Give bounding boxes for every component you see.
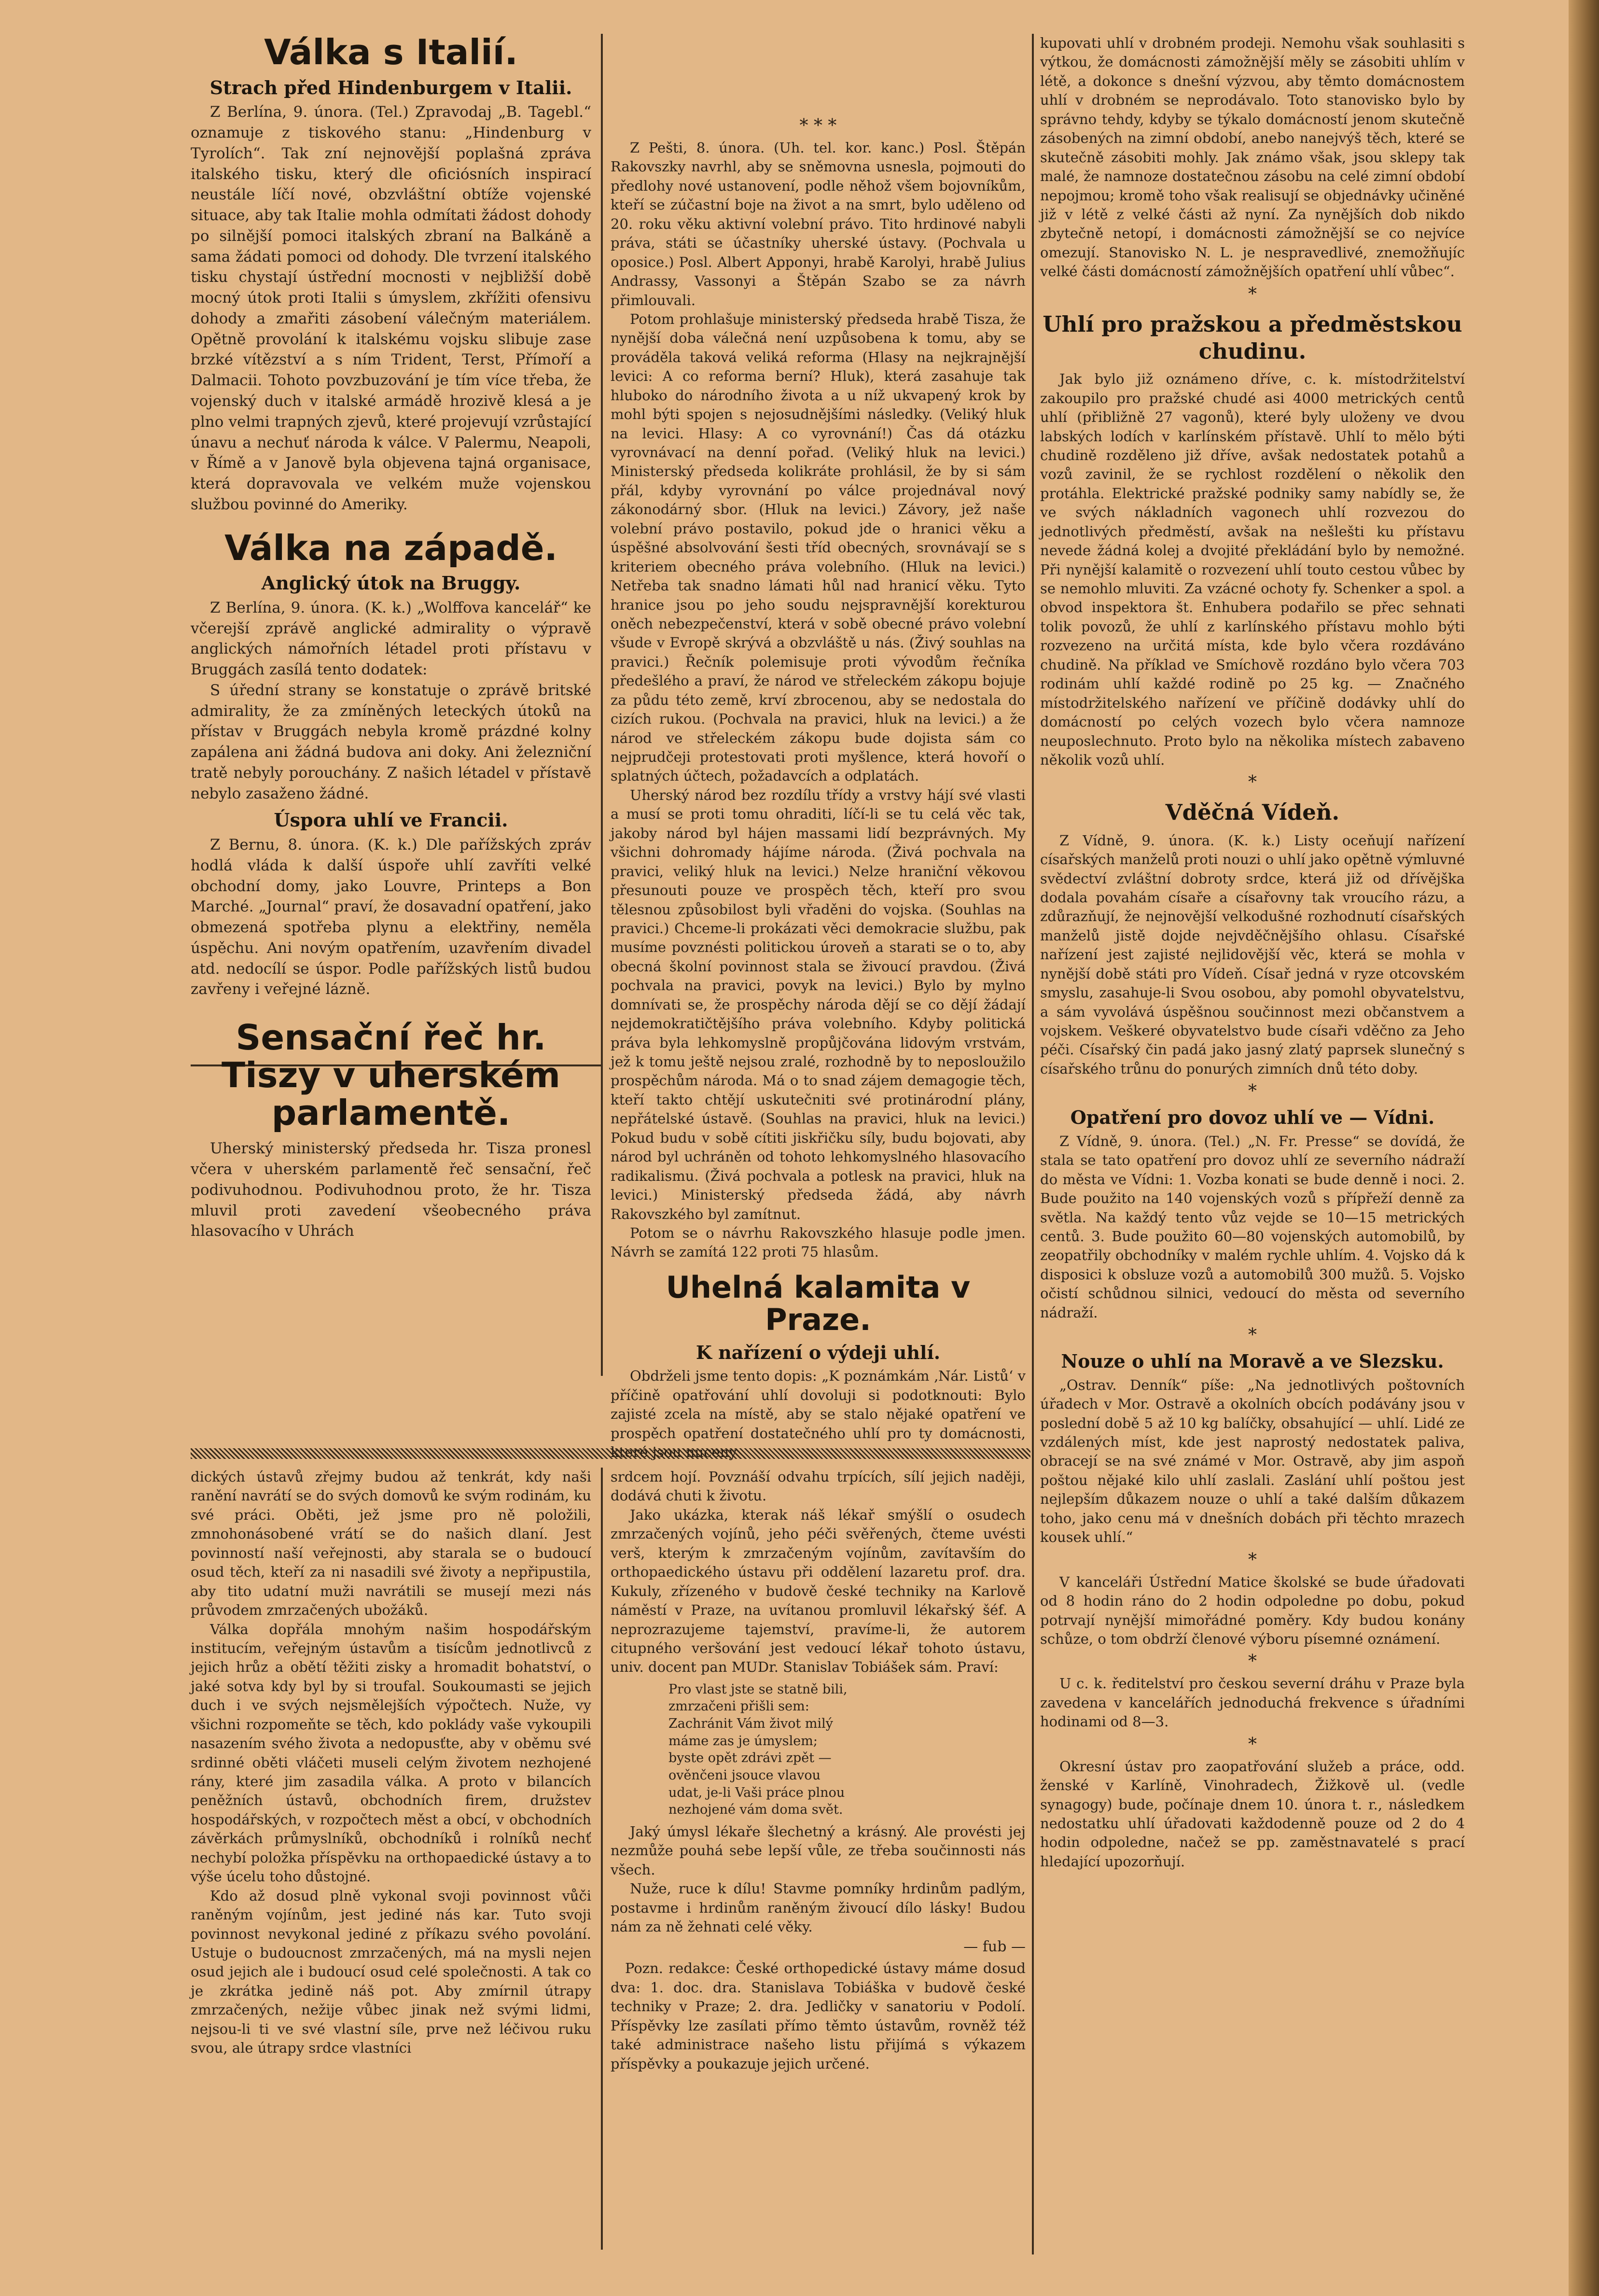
subhead-bruggy: Anglický útok na Bruggy.	[261, 572, 521, 594]
page-edge	[1569, 0, 1599, 2296]
subhead-coal-decree: K nařízení o výdeji uhlí.	[695, 1341, 941, 1363]
separator-star: *	[1248, 1734, 1257, 1754]
article-pest-4: Potom se o návrhu Rakovszkého hlasuje podle jmen. Návrh se zamítá 122 proti 75 hlasům.	[611, 1224, 1026, 1260]
article-coal-france: Z Bernu, 8. února. (K. k.) Dle pařížských zpráv hodlá vláda k další úspoře uhlí zavříti velké obchodní domy, jako Louvre, Printeps a Bon Marché. „Journal“ praví, že dosavadní opatření, jako obmezená spotřeba plynu a elektřiny, neměla úspěchu. Ani novým opatřením, uzavřením divadel atd. nedocílí se úspor. Podle pařížských listů budou zavřeny i veřejné lázně.	[191, 836, 591, 998]
feuilleton-part-1: dických ústavů zřejmy budou až tenkrát, kdy naši ranění navrátí se do svých domovů ke svým rodinám, ku své práci. Oběti, jež jsme pro ně položili, zmnohonásobené vrátí se do našich dlaní. Jest povinností naší veřejnosti, aby starala se o budoucí osud těch, kteří za ni nasadili své životy a nepřipustila, aby tito udatní muži navrátili se musejí mezi nás průvodem zmrzačených ubožáků.	[191, 1469, 591, 1619]
column-2	[611, 34, 1026, 1460]
article-pest-1: Z Pešti, 8. února. (Uh. tel. kor. kanc.) Posl. Štěpán Rakovszky navrhl, aby se sněmovna usnesla, pojmouti do předlohy nové ustanovení, podle něhož všem bojovníkům, kteří se zúčastní boje na život a na smrt, bylo uděleno od 20. roku věku aktivní volební právo. Tito hrdinové nabyli práva, státi se účastníky uherské ústavy. (Pochvala u oposice.) Posl. Albert Apponyi, hrabě Karolyi, hrabě Julius Andrassy, Vassonyi a Štěpán Szabo se za návrh přimlouvali.	[611, 140, 1026, 308]
feuilleton-part-4: srdcem hojí. Povznáší odvahu trpících, sílí jejich naději, dodává chuti k životu.	[611, 1469, 1026, 1504]
notice-matice: V kanceláři Ústřední Matice školské se bude úřadovati od 8 hodin ráno do 2 hodin odpoledne po dobu, pokud potrvají nynější mimořádné poměry. Kdy budou konány schůze, o tom obdrží členové výboru písemné oznámení.	[1040, 1573, 1465, 1647]
column-rule-3	[601, 1468, 603, 2250]
section-stars: * * *	[799, 116, 837, 136]
separator-star: *	[1248, 1081, 1257, 1102]
article-war-italy: Z Berlína, 9. února. (Tel.) Zpravodaj „B. Tagebl.“ oznamuje z tiskového stanu: „Hindenburg v Tyrolích“. Tak zní nejnovější poplašná zpráva italského tisku, který dle oficiósních inspirací neustále líčí nové, obzvláštní obtíže vojenské situace, aby tak Italie mohla odmítati žádost dohody po silnější pomoci italských zbraní na Balkáně a sama žádati pomoci od dohody. Dle tvrzení italského tisku chystají ústřední mocnosti v nejbližší době mocný útok proti Italii s úmyslem, zkřížiti ofensivu dohody a zmařiti zásobení válečným materiálem. Opětně provolání k italskému vojsku slibuje zase brzké vítězství a s ním Trident, Terst, Přímoří a Dalmacii. Tohoto povzbuzování je tím více třeba, že vojenský duch v italské armádě hrozivě klesá a je plno velmi trapných zjevů, které projevují vzrůstající únavu a nechuť národa k válce. V Palermu, Neapoli, v Římě a v Janově byla objevena tajná organisace, která dopravovala ve velkém muže vojenskou službou povinné do Ameriky.	[191, 103, 591, 513]
column-1	[191, 34, 591, 1419]
article-bruggy-2: S úřední strany se konstatuje o zprávě britské admirality, že za zmíněných leteckých útoků na přístav v Bruggách nebyla kromě prázdné kolny zapálena ani žádná budova ani doky. Ani železniční tratě nebyly porouchány. Z našich létadel v přístavě nebylo zasaženo žádné.	[191, 681, 591, 802]
article-pest-2: Potom prohlašuje ministerský předseda hrabě Tisza, že nynější doba válečná není uzpůsobena k tomu, aby se prováděla taková veliká reforma (Hlasy na nejkrajnější levici: A co reforma berní? Hluk), která zasahuje tak hluboko do národního života a u níž ukvapený krok by mohl býti spojen s nejosudnějšími následky. (Veliký hluk na levici. Hlasy: A co vyrovnání!) Čas dá otázku vyrovnávací na denní pořad. (Veliký hluk na levici.) Ministerský předseda kolikráte prohlásil, že by si sám přál, kdyby vyrovnání po válce projednával nový zákonodárný sbor. (Hluk na levici.) Závory, jež naše volební právo postavilo, pokud jde o hranici věku a úspěšné absolvování šesti tříd obecných, srovnávají se s kriteriem obecného práva volebního. (Hluk na levici.) Netřeba tak snadno lámati hůl nad hranicí věku. Tyto hranice jsou po jeho soudu nejspravnější korekturou oněch nebezpečenství, která v sobě obecné právo volební všude v Evropě skrývá a obzvláště u nás. (Živý souhlas na pravici.) Řečník polemisuje proti vývodům řečníka předešlého a praví, že národ ve střeleckém zákopu bojuje za půdu této země, krví zbrocenou, aby se nedostala do cizích rukou. (Pochvala na pravici, hluk na levici.) a že národ ve střeleckém zákopu bude dojista sám co nejprudčeji protestovati proti myšlence, která hovoří o splatných účtech, požadavcích a odplatách.	[611, 310, 1026, 784]
subhead-hindenburg: Strach před Hindenburgem v Italii.	[209, 76, 572, 98]
editor-note: Pozn. redakce: České orthopedické ústavy máme dosud dva: 1. doc. dra. Stanislava Tobiáška v budově české techniky v Praze; 2. dra. Jedličky v sanatoriu v Podolí. Příspěvky lze zasílati přímo těmto ústavům, rovněž též také administrace našeho listu přijímá s výkazem příspěvky a poukazuje jejich určené.	[611, 1960, 1026, 2072]
article-pest-3: Uherský národ bez rozdílu třídy a vrstvy hájí své vlasti a musí se proti tomu ohraditi, líčí-li se tu celá věc tak, jakoby národ byl hájen massami lidí bezprávných. My všichni dohromady hájíme národa. (Živá pochvala na pravici, veliký hluk na levici.) Nelze hraniční věkovou přesunouti pouze ve prospěch těch, kteří pro svou tělesnou způsobilost byli vřaděni do vojska. (Souhlas na pravici.) Chceme-li prokázati věci demokracie službu, pak musíme povznésti politickou úroveň a starati se o to, aby obecná školní povinnost stala se živoucí pravdou. (Živá pochvala na pravici, povyk na levici.) Bylo by mylno domnívati se, že prospěchy národa dějí se co dějí žádají nejdemokratičtějšího práva volebního. Kdyby politická práva byla lehkomyslně propůjčována lidovým vrstvám, jež k tomu ještě nejsou zralé, rozhodně by to neposloužilo prospěchům národa. Má o to snad zájem demagogie těch, kteří takto chtějí uskutečniti své protinárodní plány, nepřátelské ústavě. (Souhlas na pravici, hluk na levici.) Pokud budu v sobě cítiti jiskřičku síly, budu bojovati, aby národ byl uchráněn od tohoto lehkomyslného hlasovacího radikalismu. (Živá pochvala a potlesk na pravici, hluk na levici.) Ministerský předseda žádá, aby návrh Rakovszkého byl zamítnut.	[611, 786, 1026, 1222]
headline-tisza: Sensační řeč hr. Tiszy v uherském parlamentě.	[221, 1017, 561, 1133]
subhead-gratitude: Vděčná Vídeň.	[1165, 799, 1340, 826]
feuilleton-part-2: Válka dopřála mnohým našim hospodářským institucím, veřejným ústavům a tisícům jednotlivců z jejich hrůz a obětí těžiti zisky a hromadit bohatství, o jaké sotva kdy byl by si troufal. Soukoumasti se jejich duch i ve svých nejsmělejších výpočtech. Nuže, vy všichni rozpomeňte se těch, kdo poklády vaše vykoupili nasazením svého života a nedopusťte, aby v oběmu své srdinné oběti vláčeti museli celým životem nezhojené rány, které jim zasadila válka. A proto v bilancích peněžních ústavů, obchodních firem, družstev hospodářských, v rozpočtech měst a obcí, v obchodních závěrkách průmyslníků, obchodníků i rolníků nechť nechybí položka příspěvku na orthopaedické ústavy a to výše úcelu toho důstojné.	[191, 1621, 591, 1885]
separator-star: *	[1248, 1325, 1257, 1345]
column-3	[1040, 34, 1465, 2254]
article-coal-continued: kupovati uhlí v drobném prodeji. Nemohu však souhlasiti s výtkou, že domácnosti zámožnější měly se zásobiti uhlím v létě, a dokonce s dnešní výzvou, aby těmto domácnostem uhlí v drobném se neprodávalo. Toto stanovisko bylo by správno tehdy, kdyby se týkalo domácností jenom skutečně zásobených na zimní období, anebo nanejvýš těch, které se skutečně zásobiti mohly. Jak známo však, jsou sklepy tak malé, že namnoze dostatečnou zásobu na celé zimní období nepojmou; kromě toho však realisují se objednávky učiněné již v létě z velké části až nyní. Za nynějších dob nikdo zbytečně netopí, i domácnosti zámožnější se co nejvíce omezují. Stanovisko N. L. je nespravedlivé, znemožňujíc velké části domácností zámožnějších opatření uhlí vůbec“.	[1040, 35, 1465, 280]
headline-war-italy: Válka s Italií.	[264, 32, 518, 72]
feuilleton-part-7: Nuže, ruce k dílu! Stavme pomníky hrdinům padlým, postavme i hrdinům raněným živoucí dílo lásky! Budou nám za ně žehnati celé věky.	[611, 1880, 1026, 1935]
subhead-vienna-import: Opatření pro dovoz uhlí ve — Vídni.	[1070, 1106, 1435, 1129]
bottom-column-1	[191, 1468, 591, 2259]
feuilleton-part-6: Jaký úmysl lékaře šlechetný a krásný. Ale provésti jej nezmůže pouhá sebe lepší vůle, ze třeba součinnosti nás všech.	[611, 1823, 1026, 1878]
article-coal-decree: Obdrželi jsme tento dopis: „K poznámkám ‚Nár. Listů‘ v příčině opatřování uhlí dovoluji si podotknouti: Bylo zajisté zcela na místě, aby se stalo nějaké opatření ve prospěch opatření dostatečného uhlí pro ty domácnosti, které jsou nuceny	[611, 1368, 1026, 1460]
separator-star: *	[1248, 1652, 1257, 1672]
separator-star: *	[1248, 1550, 1257, 1570]
article-coal-poor: Jak bylo již oznámeno dříve, c. k. místodržitelství zakoupilo pro pražské chudé asi 4000 metrických centů uhlí (přibližně 27 vagonů), které byly uloženy ve dvou labských lodích v karlínském přístavě. Uhlí to mělo býti chudině rozděleno již dříve, avšak nedostatek potahů a vozů zavinil, že se rychlost rozdělení o několik den protáhla. Elektrické pražské podniky samy nabídly se, že ve svých nákladních vagonech uhlí rozvezou do jednotlivých předměstí, avšak na nešlešti ku přístavu nevede žádná kolej a dvojité překládání bylo by nemožné. Při nynější kalamitě o rozvezení uhlí touto cestou vůbec by se nemohlo mluviti. Za vzácné ochoty fy. Schenker a spol. a obvod inspektora št. Enhubera podařilo se přec sehnati tolik povozů, že uhlí z karlínského přístavu mohlo býti rozvezeno na určitá místa, kde bylo včera rozdáváno chudině. Na příklad ve Smíchově rozdáno bylo včera 703 rodinám uhlí každé rodině po 25 kg. — Značného místodržitelského nařízení ve příčině dodávky uhlí do domácností po celých vozech bylo včera namnoze neuposlechnuto. Proto bylo na několika místech zabaveno několik vozů uhlí.	[1040, 371, 1465, 768]
separator-star: *	[1248, 284, 1257, 304]
article-vienna-import: Z Vídně, 9. února. (Tel.) „N. Fr. Presse“ se dovídá, že stala se tato opatření pro dovoz uhlí ze severního nádraží do města ve Vídni: 1. Vozba konati se bude denně i noci. 2. Bude použito na 140 vojenských vozů s přípřeží denně za světla. Na každý tento vůz vejde se 10—15 metrických centů. 3. Bude použito 60—80 vojenských automobilů, by zeopatřily obchodníky v malém rychle uhlím. 4. Vojsko dá k disposici k obsluze vozů a automobilů 300 mužů. 5. Vojsko očistí schůdnou silnici, vedoucí do města od severního nádraží.	[1040, 1133, 1465, 1321]
headline-coal-prague: Uhelná kalamita v Praze.	[666, 1269, 971, 1337]
notice-institute: Okresní ústav pro zaopatřování služeb a práce, odd. ženské v Karlíně, Vinohradech, Žižkově ul. (vedle synagogy) bude, počínaje dnem 10. února t. r., následkem nedostatku uhlí úřadovati každodenně pouze od 2 do 4 hodin odpoledne, načež se pp. zaměstnavatelé s prací hledající upozorňují.	[1040, 1758, 1465, 1870]
subhead-moravia: Nouze o uhlí na Moravě a ve Slezsku.	[1061, 1350, 1444, 1372]
feuilleton-part-3: Kdo až dosud plně vykonal svoji povinnost vůči raněným vojínům, jest jediné nás kar. Tuto svoji povinnost nevykonal jediné z příkazu svého povolání. Ustuje o budoucnost zmrzačených, má na mysli nejen osud jejich ale i budoucí osud celé společnosti. A tak co je zkrátka jedině náš pot. Aby zmírnil útrapy zmrzačených, nežije vůbec jinak než svými lidmi, nejsou-li ti ve své vlastní síle, prve než léčivou ruku svou, ale útrapy srdce vlastníci	[191, 1887, 591, 2057]
column-rule-1	[601, 34, 603, 1376]
article-tisza: Uherský ministerský předseda hr. Tisza pronesl včera v uherském parlamentě řeč sensační, řeč podivuhodnou. Podivuhodnou proto, že hr. Tisza mluvil proti zavedení všeobecného práva hlasovacího v Uhrách	[191, 1140, 591, 1240]
article-moravia: „Ostrav. Denník“ píše: „Na jednotlivých poštovních úřadech v Mor. Ostravě a okolních obcích podávány jsou v poslední době 5 až 10 kg balíčky, obsahující — uhlí. Lidé ze vzdálených míst, kde jest naprostý nedostatek paliva, obracejí se na své známé v Mor. Ostravě, aby jim aspoň poštou nějaké kilo uhlí zaslali. Zaslání uhlí poštou jest nejlepším důkazem nouze o uhlí a také dalším důkazem toho, jako cenu má v dnešních dobách při těchto mrazech kousek uhlí.“	[1040, 1376, 1465, 1546]
article-bruggy-1: Z Berlína, 9. února. (K. k.) „Wolffova kancelář“ ke včerejší zprávě anglické admirality o výpravě anglických námořních létadel proti přístavu v Bruggách zasílá tento dodatek:	[191, 599, 591, 679]
feuilleton-part-5: Jako ukázka, kterak náš lékař smýšlí o osudech zmrzačených vojínů, jeho péči svěřených, čteme uvésti verš, kterým k zmrzačeným vojínům, zavítavším do orthopaedického ústavu při oddělení lazaretu prof. dra. Kukuly, zřízeného v budově české techniky na Karlově náměstí v Praze, na uvítanou promluvil lékařský šéf. A neprozrazujeme tajemství, pravíme-li, že autorem citupného veršování jest vedoucí lékař tohoto ústavu, univ. docent pan MUDr. Stanislav Tobiášek sám. Praví:	[611, 1506, 1026, 1676]
subhead-coal-poor: Uhlí pro pražskou a předměstskou chudinu.	[1043, 311, 1462, 364]
bottom-column-2	[611, 1468, 1026, 2259]
subhead-coal-france: Úspora uhlí ve Francii.	[274, 809, 508, 831]
article-gratitude: Z Vídně, 9. února. (K. k.) Listy oceňují nařízení císařských manželů proti nouzi o uhlí jako opětně výmluvné svědectví zvláštní dobroty srdce, která již od dřívějška dodala povahám císaře a císařovny tak vroucího rázu, a zdůrazňují, že nejnovější velkodušné rozhodnutí císařských manželů jistě dojde nejvděčnějšího ohlasu. Císařské nařízení jest zajisté nejlidovější věc, která se mohla v nynější době státi pro Vídeň. Císař jedná v ryze otcovském smyslu, zasahuje-li Svou osobou, aby pomohl obyvatelstvu, a sám vyvolává úspěšnou součinnost mezi občanstvem a vojskem. Veškeré obyvatelstvo bude císaři vděčno za Jeho péči. Císařský čin padá jako jasný zlatý paprsek slunečný s císařského trůnu do ponurých zimních dnů této doby.	[1040, 832, 1465, 1077]
headline-war-west: Válka na západě.	[224, 527, 557, 568]
separator-star: *	[1248, 772, 1257, 793]
notice-railway: U c. k. ředitelství pro českou severní dráhu v Praze byla zavedena v kancelářích jednoduchá frekvence s úřadními hodinami od 8—3.	[1040, 1675, 1465, 1730]
column-rule-2	[1032, 34, 1034, 2254]
poem: Pro vlast jste se statně bili, zmrzačeni přišli sem: Zachránit Vám život milý máme zas je úmyslem; byste opět zdrávi zpět — ověnčeni jsouce vlavou udat, je-li Vaši práce plnou nezhojené vám doma svět.	[668, 1681, 848, 1818]
author-signature: — fub —	[963, 1938, 1026, 1956]
